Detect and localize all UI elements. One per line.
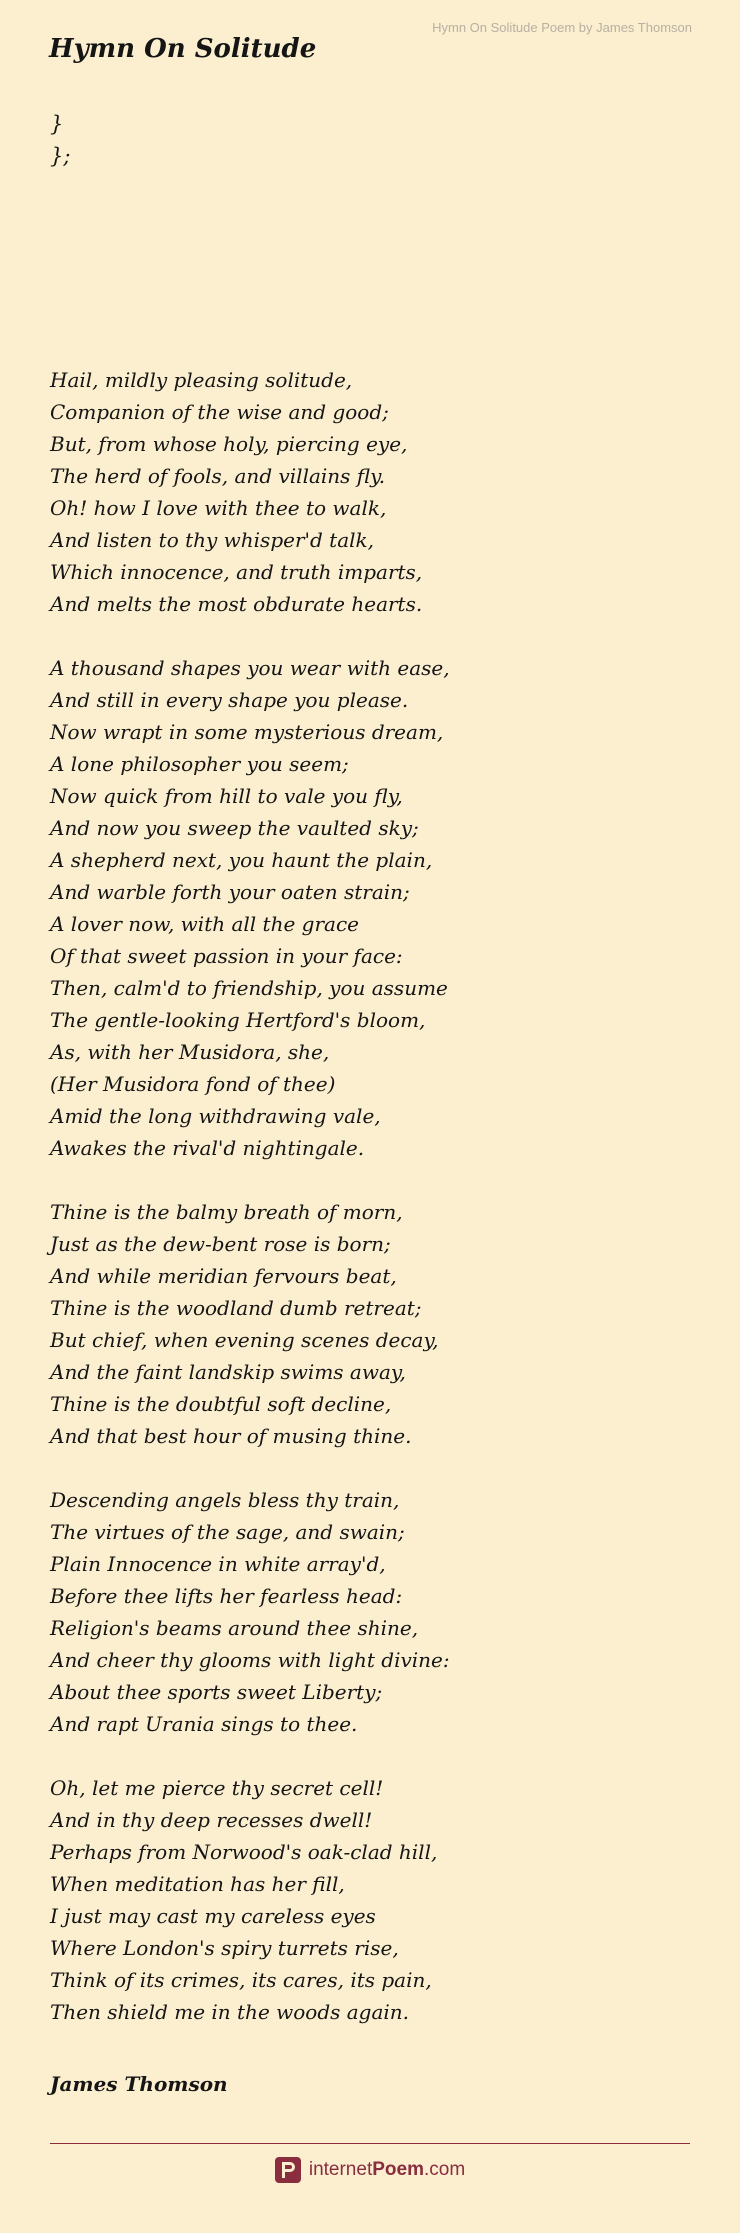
stanza bbox=[50, 652, 690, 1164]
poem-line: Think of its crimes, its cares, its pain, bbox=[50, 1968, 432, 1992]
stanza bbox=[50, 1196, 690, 1452]
poem-line: And rapt Urania sings to thee. bbox=[50, 1712, 358, 1736]
poem-line: And while meridian fervours beat, bbox=[50, 1264, 397, 1288]
poem-line: Just as the dew-bent rose is born; bbox=[50, 1232, 391, 1256]
poem-line: Perhaps from Norwood's oak-clad hill, bbox=[50, 1840, 438, 1864]
poem-line: The virtues of the sage, and swain; bbox=[50, 1520, 405, 1544]
poem-line: Oh, let me pierce thy secret cell! bbox=[50, 1776, 384, 1800]
poem-line: And in thy deep recesses dwell! bbox=[50, 1808, 373, 1832]
poem-line: The gentle-looking Hertford's bloom, bbox=[50, 1008, 426, 1032]
poem-line: And melts the most obdurate hearts. bbox=[50, 592, 423, 616]
poem-line: Thine is the balmy breath of morn, bbox=[50, 1200, 403, 1224]
header-credit: Hymn On Solitude Poem by James Thomson bbox=[432, 20, 692, 35]
footer-brand-link[interactable] bbox=[0, 2157, 740, 2183]
poem-line: About thee sports sweet Liberty; bbox=[50, 1680, 383, 1704]
poem-line: Now wrapt in some mysterious dream, bbox=[50, 720, 444, 744]
poem-line: Of that sweet passion in your face: bbox=[50, 944, 403, 968]
poem-line: And warble forth your oaten strain; bbox=[50, 880, 410, 904]
p-logo-icon bbox=[275, 2157, 301, 2183]
poem-line: And still in every shape you please. bbox=[50, 688, 409, 712]
poem-line: Religion's beams around thee shine, bbox=[50, 1616, 419, 1640]
poem-line: And cheer thy glooms with light divine: bbox=[50, 1648, 450, 1672]
brand-name bbox=[309, 2159, 465, 2181]
poem-line: The herd of fools, and villains fly. bbox=[50, 464, 386, 488]
brand-suffix: .com bbox=[423, 2159, 466, 2180]
poem-line: I just may cast my careless eyes bbox=[50, 1904, 376, 1928]
poem-line: Oh! how I love with thee to walk, bbox=[50, 496, 387, 520]
poem-line: And that best hour of musing thine. bbox=[50, 1424, 412, 1448]
poem-line: (Her Musidora fond of thee) bbox=[50, 1072, 336, 1096]
poem-body bbox=[50, 364, 690, 2060]
poem-line: A lover now, with all the grace bbox=[50, 912, 359, 936]
poem-line: Thine is the doubtful soft decline, bbox=[50, 1392, 392, 1416]
poem-line: Companion of the wise and good; bbox=[50, 400, 389, 424]
poem-line: Descending angels bless thy train, bbox=[50, 1488, 400, 1512]
poem-line: Awakes the rival'd nightingale. bbox=[50, 1136, 365, 1160]
poem-line: Before thee lifts her fearless head: bbox=[50, 1584, 403, 1608]
poem-line: Then, calm'd to friendship, you assume bbox=[50, 976, 448, 1000]
poem-line: A thousand shapes you wear with ease, bbox=[50, 656, 450, 680]
poem-line: And listen to thy whisper'd talk, bbox=[50, 528, 375, 552]
brand-prefix: internet bbox=[308, 2159, 373, 2180]
poem-line: As, with her Musidora, she, bbox=[50, 1040, 330, 1064]
poem-line: Then shield me in the woods again. bbox=[50, 2000, 410, 2024]
poem-line: Plain Innocence in white array'd, bbox=[50, 1552, 386, 1576]
code-artifact-line: }; bbox=[50, 144, 71, 168]
poem-line: A shepherd next, you haunt the plain, bbox=[50, 848, 433, 872]
poem-line: Hail, mildly pleasing solitude, bbox=[50, 368, 353, 392]
poem-author: James Thomson bbox=[50, 2072, 228, 2096]
stanza bbox=[50, 1772, 690, 2028]
poem-line: Now quick from hill to vale you fly, bbox=[50, 784, 403, 808]
poem-line: Where London's spiry turrets rise, bbox=[50, 1936, 399, 1960]
code-artifact bbox=[50, 108, 70, 172]
poem-line: But, from whose holy, piercing eye, bbox=[50, 432, 408, 456]
poem-line: Amid the long withdrawing vale, bbox=[50, 1104, 381, 1128]
brand-strong: Poem bbox=[372, 2159, 424, 2180]
poem-line: But chief, when evening scenes decay, bbox=[50, 1328, 439, 1352]
stanza bbox=[50, 364, 690, 620]
poem-line: And the faint landskip swims away, bbox=[50, 1360, 406, 1384]
code-artifact-line: } bbox=[50, 112, 64, 136]
poem-line: Which innocence, and truth imparts, bbox=[50, 560, 423, 584]
poem-line: When meditation has her fill, bbox=[50, 1872, 345, 1896]
poem-title: Hymn On Solitude bbox=[49, 34, 317, 64]
poem-line: A lone philosopher you seem; bbox=[50, 752, 349, 776]
stanza bbox=[50, 1484, 690, 1740]
footer-divider bbox=[50, 2143, 690, 2144]
poem-line: Thine is the woodland dumb retreat; bbox=[50, 1296, 422, 1320]
poem-line: And now you sweep the vaulted sky; bbox=[50, 816, 419, 840]
